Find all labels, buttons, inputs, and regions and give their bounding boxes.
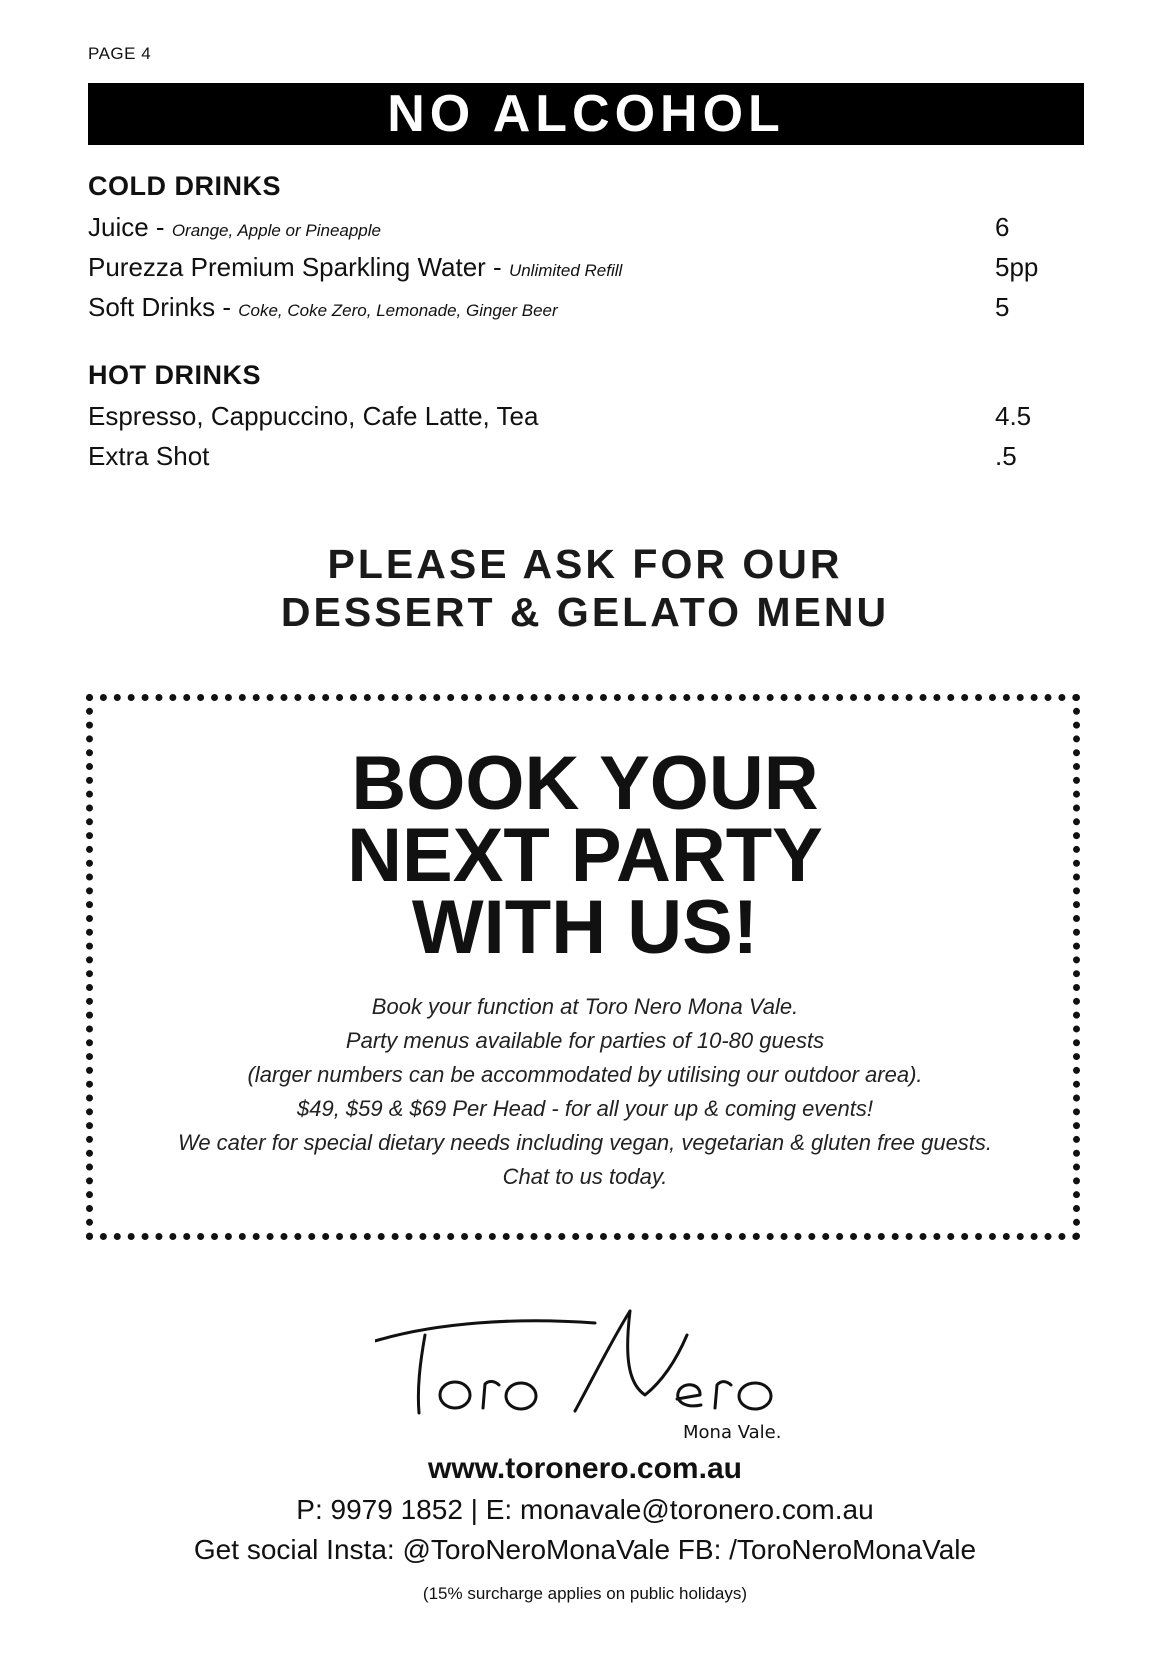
item-description: Orange, Apple or Pineapple: [171, 221, 381, 240]
cold-drinks-heading: COLD DRINKS: [88, 171, 281, 201]
item-name: Purezza Premium Sparkling Water -: [88, 252, 509, 282]
item-name: Soft Drinks -: [88, 292, 239, 322]
headline-line: BOOK YOUR: [351, 741, 819, 826]
social-handles: Get social Insta: @ToroNeroMonaVale FB: /ToroNeroMonaVale: [193, 1534, 977, 1565]
contact-info: P: 9979 1852 | E: monavale@toronero.com.au: [296, 1494, 874, 1525]
booking-details: [0, 990, 1170, 1194]
item-name: Juice -: [88, 212, 172, 242]
headline-line: WITH US!: [411, 885, 759, 970]
logo-subtitle: Mona Vale.: [683, 1422, 782, 1443]
item-price: .5: [995, 441, 1017, 471]
booking-headline: [0, 741, 1170, 970]
menu-item-soft-drinks: [88, 289, 1048, 325]
item-price: 5pp: [995, 252, 1039, 282]
menu-item-sparkling-water: [88, 249, 1048, 285]
website-link[interactable]: www.toronero.com.au: [428, 1452, 742, 1485]
booking-detail-line: We cater for special dietary needs including vegan, vegetarian & gluten free guests.: [177, 1130, 993, 1155]
item-name-wrapper: [88, 209, 381, 249]
notice-line: PLEASE ASK FOR OUR: [327, 541, 843, 587]
booking-detail-line: $49, $59 & $69 Per Head - for all your up & coming events!: [297, 1096, 873, 1121]
item-price: 5: [995, 292, 1010, 322]
item-price: 6: [995, 212, 1010, 242]
item-description: Coke, Coke Zero, Lemonade, Ginger Beer: [238, 301, 558, 320]
headline-line: NEXT PARTY: [347, 813, 823, 898]
page-number: PAGE 4: [88, 44, 152, 63]
hot-drinks-heading: HOT DRINKS: [88, 360, 261, 390]
booking-detail-line: Chat to us today.: [502, 1164, 668, 1189]
notice-line: DESSERT & GELATO MENU: [280, 589, 890, 635]
booking-detail-line: Party menus available for parties of 10-80 guests: [345, 1028, 825, 1053]
toro-nero-logo: [375, 1283, 835, 1443]
item-price: 4.5: [995, 401, 1032, 431]
item-name-wrapper: [88, 249, 622, 289]
menu-item-extra-shot: [88, 438, 1048, 474]
item-name: Espresso, Cappuccino, Cafe Latte, Tea: [88, 401, 539, 431]
booking-detail-line: (larger numbers can be accommodated by utilising our outdoor area).: [247, 1062, 923, 1087]
surcharge-note: (15% surcharge applies on public holidays): [422, 1584, 748, 1603]
no-alcohol-banner: NO ALCOHOL: [88, 83, 1084, 145]
menu-item-coffee-tea: [88, 398, 1048, 434]
item-description: Unlimited Refill: [508, 261, 623, 280]
booking-detail-line: Book your function at Toro Nero Mona Vale.: [371, 994, 799, 1019]
dessert-menu-notice: [0, 540, 1170, 636]
menu-item-juice: [88, 209, 1048, 245]
item-name-wrapper: [88, 289, 558, 329]
item-name: Extra Shot: [88, 441, 210, 471]
